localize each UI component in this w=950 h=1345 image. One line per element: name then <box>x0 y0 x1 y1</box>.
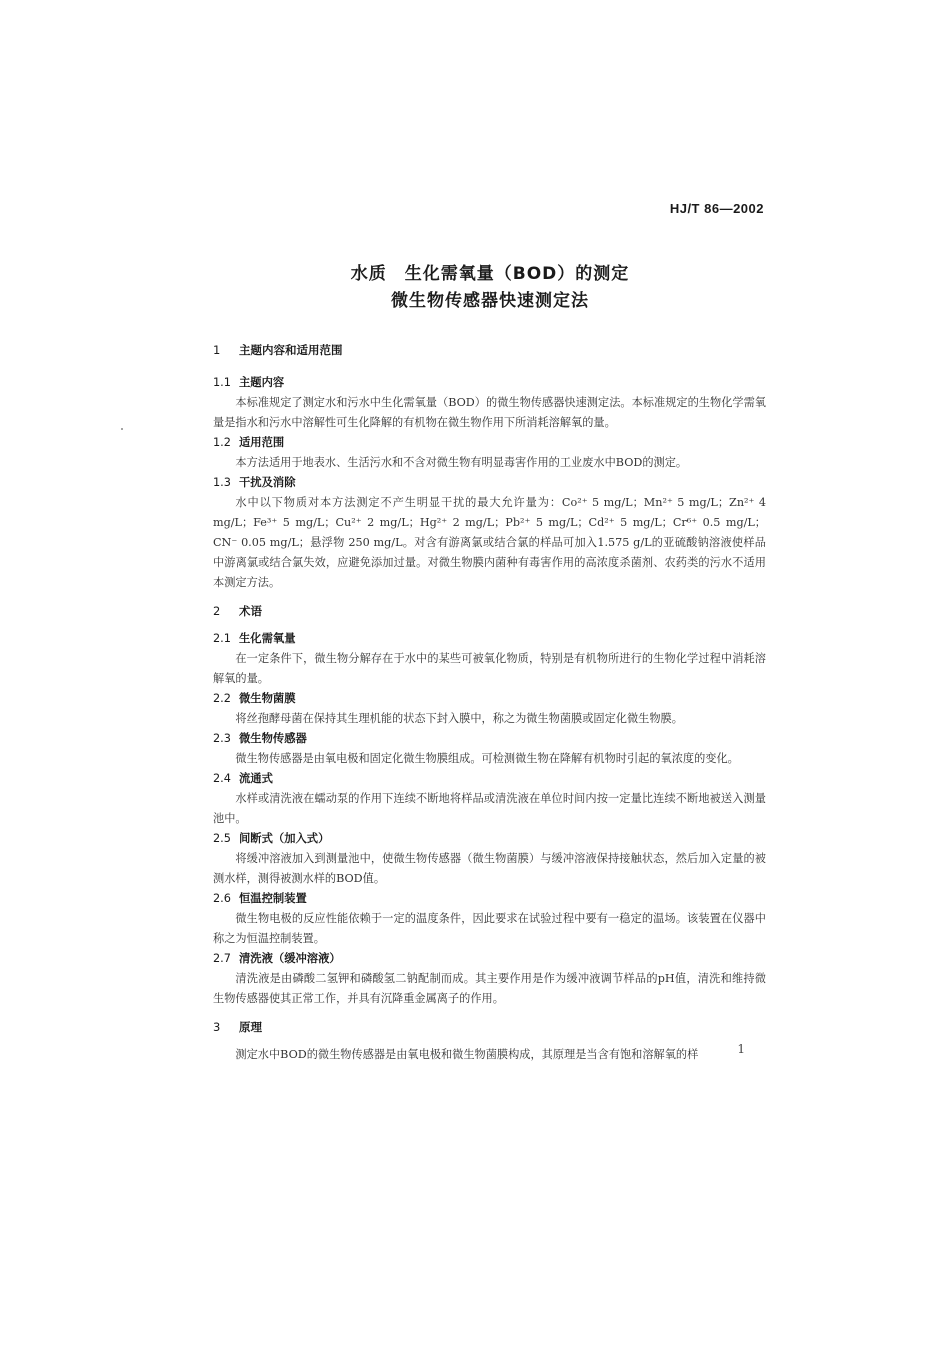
section-1-2-text: 本方法适用于地表水、生活污水和不含对微生物有明显毒害作用的工业废水中BOD的测定。 <box>235 456 688 469</box>
section-2-2-text: 将丝孢酵母菌在保持其生理机能的状态下封入膜中，称之为微生物菌膜或固定化微生物膜。 <box>235 712 683 725</box>
section-title: 干扰及消除 <box>239 476 296 489</box>
section-1-3-text: 水中以下物质对本方法测定不产生明显干扰的最大允许量为：Co²⁺ 5 mg/L；Mn²⁺ 5 mg/L；Zn²⁺ 4 mg/L；Fe³⁺ 5 mg/L；Cu²⁺ 2 mg/L；Hg²⁺ 2 mg/L；Pb²⁺ 5 mg/L；Cd²⁺ 5 mg/L；Cr⁶⁺ 0.5 mg/L；CN⁻ 0.05 mg/L；悬浮物 250 mg/L。对含有游离氯或结合氯的样品可加入1.575 g/L的亚硫酸钠溶液使样品中游离氯或结合氯失效，应避免添加过量。对微生物膜内菌种有毒害作用的高浓度杀菌剂、农药类的污水不适用本测定方法。 <box>213 496 766 589</box>
section-number: 2 <box>213 604 221 618</box>
section-2-4-heading <box>213 769 766 789</box>
section-3-heading <box>213 1017 766 1037</box>
section-title: 主题内容 <box>239 376 285 389</box>
section-2-5-text: 将缓冲溶液加入到测量池中，使微生物传感器（微生物菌膜）与缓冲溶液保持接触状态，然后加入定量的被测水样，测得被测水样的BOD值。 <box>213 852 766 885</box>
section-title: 微生物菌膜 <box>239 692 296 705</box>
section-number: 2.3 <box>213 732 231 745</box>
section-number: 1.2 <box>213 436 231 449</box>
section-2-heading <box>213 601 766 621</box>
section-title: 生化需氧量 <box>239 632 296 645</box>
section-number: 2.5 <box>213 832 231 845</box>
section-number: 1.1 <box>213 376 231 389</box>
section-2-1-heading <box>213 629 766 649</box>
document-title-line1: 水质 生化需氧量（BOD）的测定 <box>350 264 630 284</box>
section-2-7-heading <box>213 949 766 969</box>
standard-code: HJ/T 86—2002 <box>669 201 764 216</box>
section-3-text: 测定水中BOD的微生物传感器是由氧电极和微生物菌膜构成，其原理是当含有饱和溶解氧的样 <box>235 1048 699 1061</box>
document-body <box>213 340 766 1065</box>
section-title: 术语 <box>239 604 262 618</box>
scan-speck <box>121 428 123 430</box>
section-title: 恒温控制装置 <box>239 892 307 905</box>
section-title: 间断式（加入式） <box>239 832 330 845</box>
section-2-5-heading <box>213 829 766 849</box>
section-number: 2.1 <box>213 632 231 645</box>
section-1-3-heading <box>213 473 766 493</box>
section-title: 主题内容和适用范围 <box>239 343 343 357</box>
section-title: 适用范围 <box>239 436 285 449</box>
section-2-3-text: 微生物传感器是由氧电极和固定化微生物膜组成。可检测微生物在降解有机物时引起的氧浓度的变化。 <box>235 752 739 765</box>
section-1-2-heading <box>213 433 766 453</box>
section-2-4-text: 水样或清洗液在蠕动泵的作用下连续不断地将样品或清洗液在单位时间内按一定量比连续不断地被送入测量池中。 <box>213 792 766 825</box>
section-title: 清洗液（缓冲溶液） <box>239 952 341 965</box>
section-number: 2.2 <box>213 692 231 705</box>
section-number: 1 <box>213 343 221 357</box>
section-number: 2.4 <box>213 772 231 785</box>
section-1-1-heading <box>213 373 766 393</box>
section-number: 2.7 <box>213 952 231 965</box>
document-title-line2: 微生物传感器快速测定法 <box>391 291 589 311</box>
section-number: 2.6 <box>213 892 231 905</box>
section-title: 微生物传感器 <box>239 732 307 745</box>
section-2-7-text: 清洗液是由磷酸二氢钾和磷酸氢二钠配制而成。其主要作用是作为缓冲液调节样品的pH值，清洗和维持微生物传感器使其正常工作，并具有沉降重金属离子的作用。 <box>213 972 766 1005</box>
section-2-6-text: 微生物电极的反应性能依赖于一定的温度条件，因此要求在试验过程中要有一稳定的温场。该装置在仪器中称之为恒温控制装置。 <box>213 912 766 945</box>
section-title: 原理 <box>239 1020 262 1034</box>
section-2-2-heading <box>213 689 766 709</box>
section-number: 1.3 <box>213 476 231 489</box>
section-2-3-heading <box>213 729 766 749</box>
section-2-1-text: 在一定条件下，微生物分解存在于水中的某些可被氧化物质，特别是有机物所进行的生物化学过程中消耗溶解氧的量。 <box>213 652 766 685</box>
section-title: 流通式 <box>239 772 273 785</box>
section-1-1-text: 本标准规定了测定水和污水中生化需氧量（BOD）的微生物传感器快速测定法。本标准规定的生物化学需氧量是指水和污水中溶解性可生化降解的有机物在微生物作用下所消耗溶解氧的量。 <box>213 396 766 429</box>
section-2-6-heading <box>213 889 766 909</box>
section-number: 3 <box>213 1020 221 1034</box>
page-number: 1 <box>737 1042 745 1056</box>
section-1-heading <box>213 340 766 360</box>
